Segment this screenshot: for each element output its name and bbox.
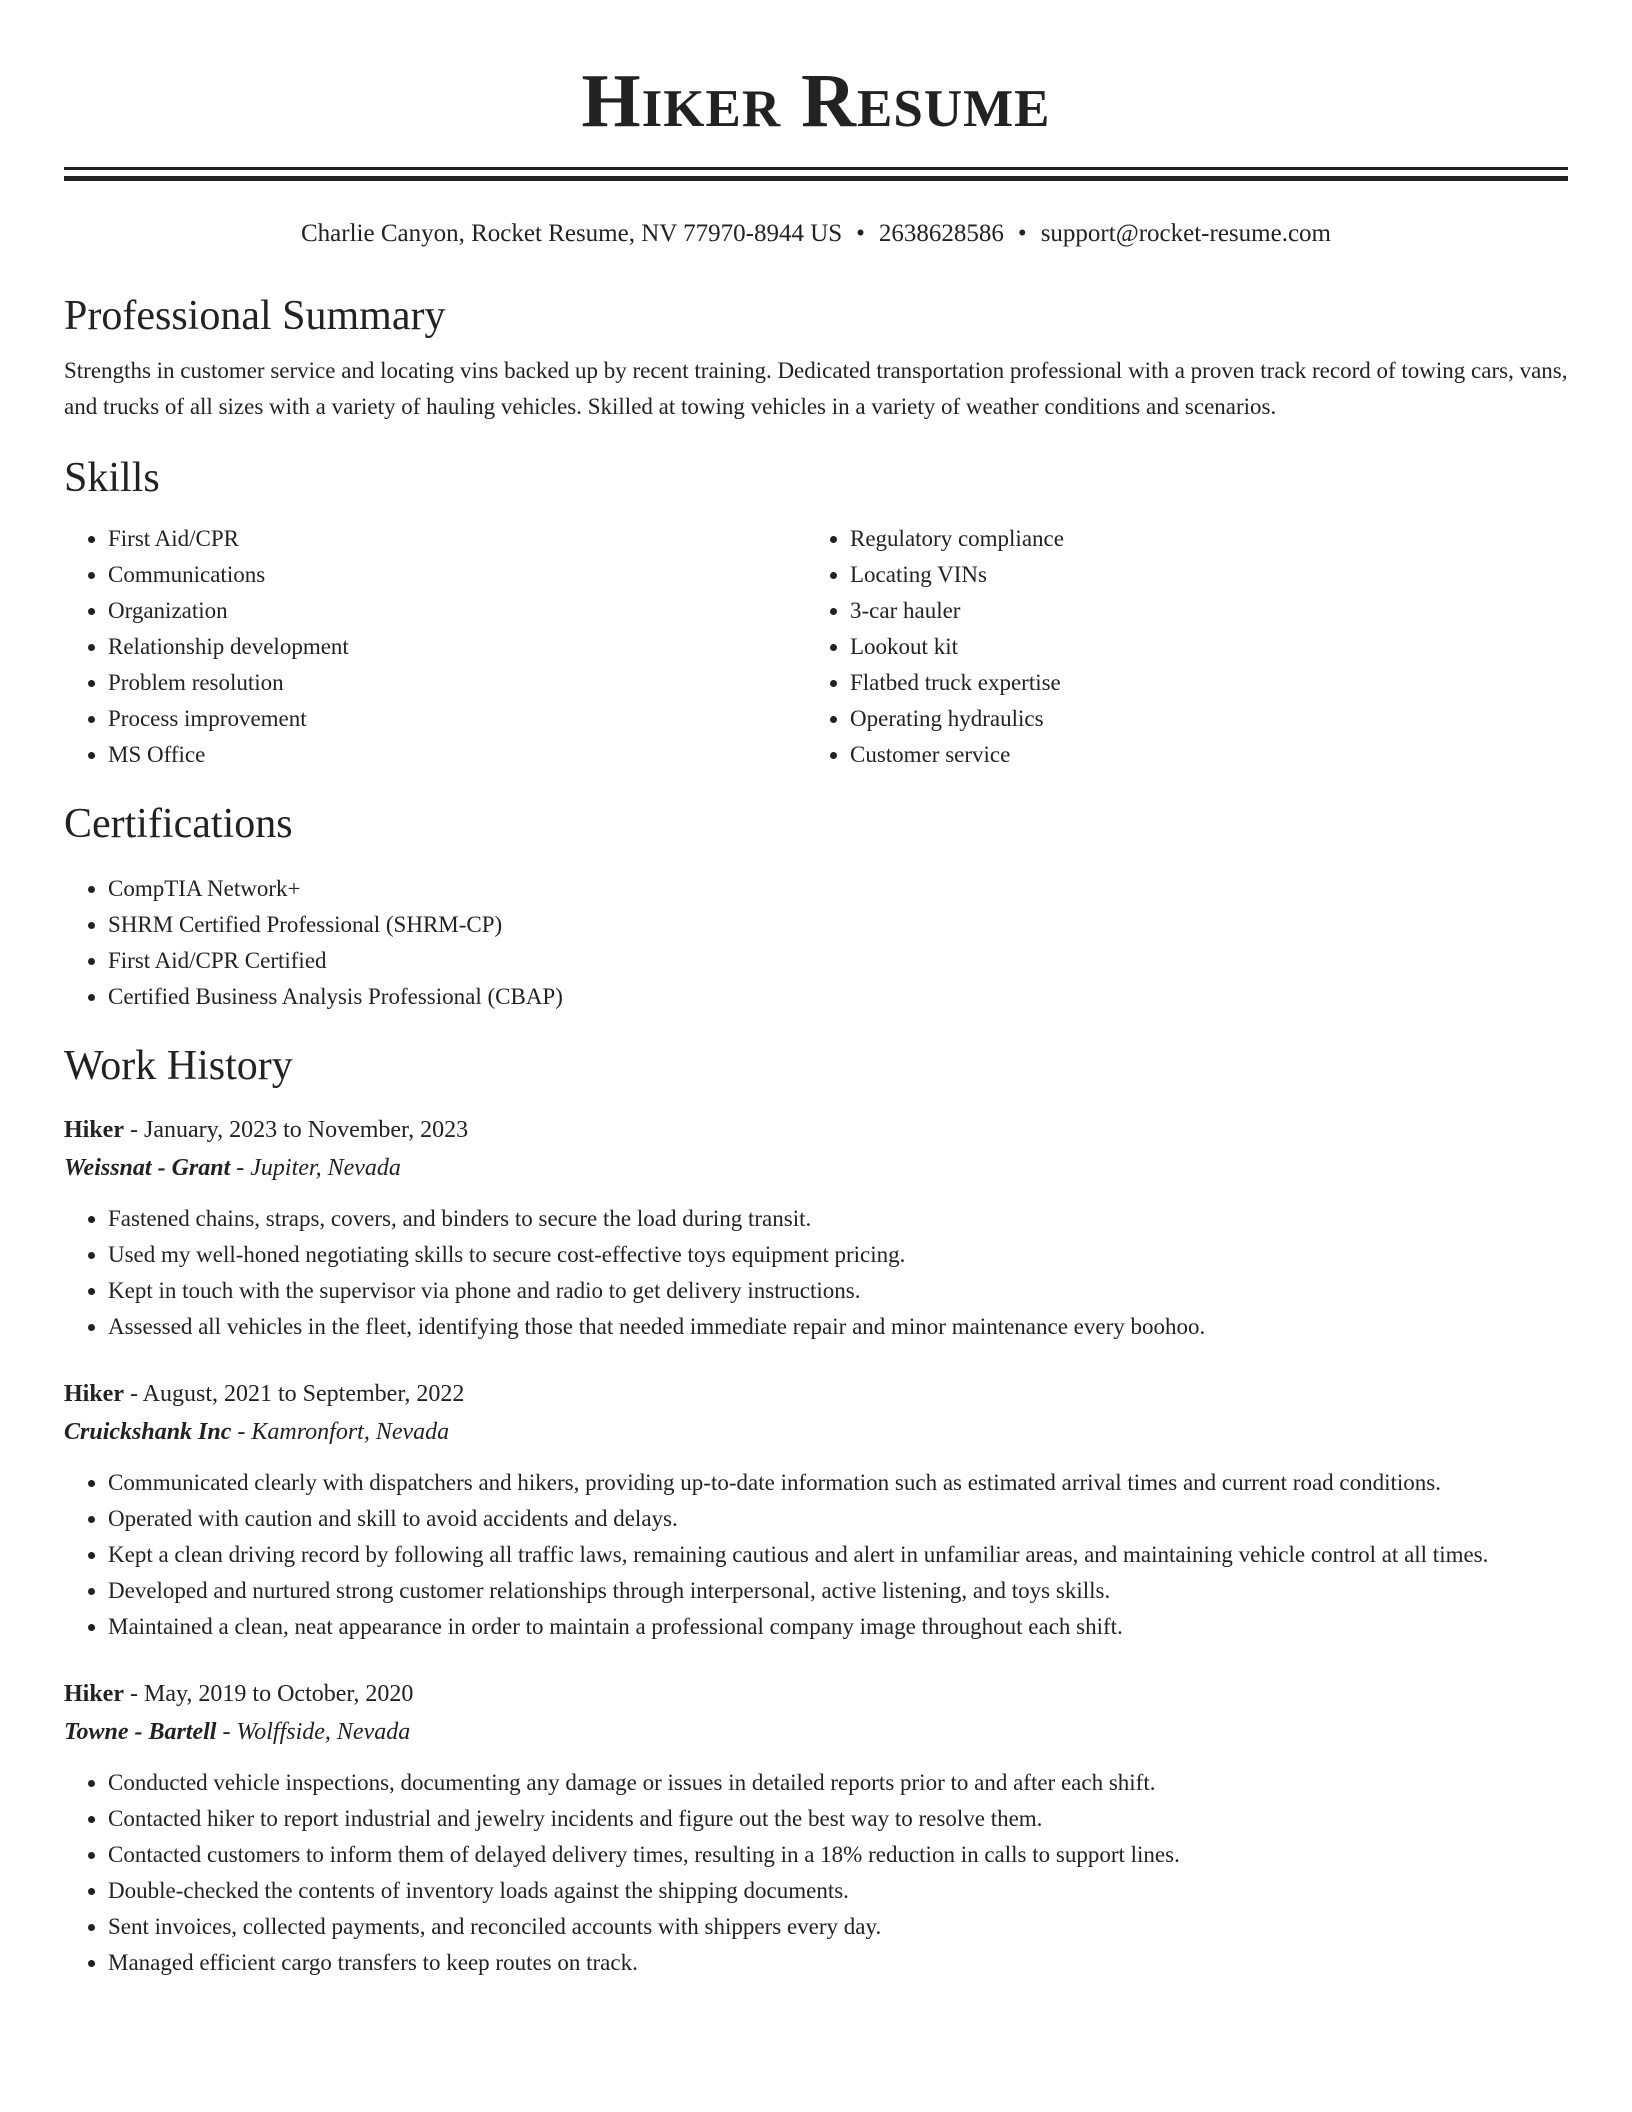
certification-item: • SHRM Certified Professional (SHRM-CP) [108, 907, 1568, 943]
job-title: Hiker [64, 1117, 124, 1143]
skill-item: • Flatbed truck expertise [850, 665, 1548, 701]
job-company: Weissnat - Grant [64, 1155, 231, 1181]
job-entry [64, 1375, 1568, 1645]
summary-text: Strengths in customer service and locating vins backed up by recent training. Dedicated transportation professional with a proven track record of towing cars, vans, and trucks of all sizes with a variety of hauling vehicles. Skilled at towing vehicles in a variety of weather conditions and scenarios. [64, 358, 1568, 419]
contact-separator: • [856, 220, 865, 247]
job-bullet: • Managed efficient cargo transfers to keep routes on track. [108, 1945, 1568, 1981]
job-entry [64, 1111, 1568, 1345]
job-bullet: • Maintained a clean, neat appearance in order to maintain a professional company image throughout each shift. [108, 1609, 1568, 1645]
job-location: - Kamronfort, Nevada [231, 1419, 450, 1445]
certification-item: • CompTIA Network+ [108, 871, 1568, 907]
job-title: Hiker [64, 1681, 124, 1707]
certifications-section [64, 799, 1568, 1015]
job-bullet: • Used my well-honed negotiating skills to secure cost-effective toys equipment pricing. [108, 1237, 1568, 1273]
skills-list-left [64, 521, 806, 773]
job-company-line [64, 1413, 1568, 1451]
job-bullets [64, 1765, 1568, 1981]
job-bullet: • Double-checked the contents of inventory loads against the shipping documents. [108, 1873, 1568, 1909]
contact-separator: • [1017, 220, 1027, 247]
job-dates: - August, 2021 to September, 2022 [124, 1381, 465, 1407]
skill-item: • Customer service [850, 737, 1548, 773]
contact-line [64, 217, 1568, 251]
job-bullet: • Kept a clean driving record by following all traffic laws, remaining cautious and alert in unfamiliar areas, and maintaining vehicle control at all times. [108, 1537, 1568, 1573]
skill-item: • Process improvement [108, 701, 806, 737]
summary-heading: Professional Summary [64, 293, 446, 339]
contact-address: Charlie Canyon, Rocket Resume, NV 77970-8944 US [301, 220, 843, 247]
job-bullet: • Assessed all vehicles in the fleet, identifying those that needed immediate repair and minor maintenance every boohoo. [108, 1309, 1568, 1345]
skills-column-right [806, 521, 1548, 773]
job-entry [64, 1675, 1568, 1981]
job-bullet: • Contacted customers to inform them of delayed delivery times, resulting in a 18% reduction in calls to support lines. [108, 1837, 1568, 1873]
job-bullet: • Kept in touch with the supervisor via phone and radio to get delivery instructions. [108, 1273, 1568, 1309]
job-location: - Wolffside, Nevada [216, 1719, 411, 1745]
work-history-section [64, 1041, 1568, 1981]
skills-list-right [806, 521, 1548, 773]
skill-item: • Problem resolution [108, 665, 806, 701]
job-company: Cruickshank Inc [64, 1419, 232, 1445]
skills-column-left [64, 521, 806, 773]
skill-item: • Lookout kit [850, 629, 1548, 665]
job-company: Towne - Bartell [64, 1719, 217, 1745]
skills-heading: Skills [64, 455, 160, 501]
contact-phone: 2638628586 [878, 220, 1004, 247]
certifications-list [64, 871, 1568, 1015]
job-bullets [64, 1201, 1568, 1345]
resume-title: Hiker Resume [581, 59, 1051, 143]
job-bullets [64, 1465, 1568, 1645]
job-location: - Jupiter, Nevada [230, 1155, 401, 1181]
job-company-line [64, 1713, 1568, 1751]
job-bullet: • Sent invoices, collected payments, and reconciled accounts with shippers every day. [108, 1909, 1568, 1945]
skill-item: • MS Office [108, 737, 806, 773]
skill-item: • Locating VINs [850, 557, 1548, 593]
certifications-heading: Certifications [64, 801, 293, 847]
skill-item: • Organization [108, 593, 806, 629]
skill-item: • 3-car hauler [850, 593, 1548, 629]
job-header [64, 1675, 1568, 1713]
contact-email: support@rocket-resume.com [1040, 220, 1331, 247]
skill-item: • Regulatory compliance [850, 521, 1548, 557]
job-title: Hiker [64, 1381, 124, 1407]
job-company-line [64, 1149, 1568, 1187]
job-dates: - May, 2019 to October, 2020 [124, 1681, 414, 1707]
job-bullet: • Fastened chains, straps, covers, and binders to secure the load during transit. [108, 1201, 1568, 1237]
skills-section [64, 453, 1568, 773]
job-bullet: • Contacted hiker to report industrial and jewelry incidents and figure out the best way to resolve them. [108, 1801, 1568, 1837]
title-divider-thick [64, 176, 1568, 181]
skill-item: • Communications [108, 557, 806, 593]
job-bullet: • Operated with caution and skill to avoid accidents and delays. [108, 1501, 1568, 1537]
skill-item: • Relationship development [108, 629, 806, 665]
title-divider-thin [64, 167, 1568, 170]
job-header [64, 1111, 1568, 1149]
skills-columns [64, 521, 1568, 773]
job-dates: - January, 2023 to November, 2023 [124, 1117, 469, 1143]
job-bullet: • Communicated clearly with dispatchers and hikers, providing up-to-date information such as estimated arrival times and current road conditions. [108, 1465, 1568, 1501]
skill-item: • Operating hydraulics [850, 701, 1548, 737]
work-history-heading: Work History [64, 1043, 293, 1089]
skill-item: • First Aid/CPR [108, 521, 806, 557]
certification-item: • Certified Business Analysis Professional (CBAP) [108, 979, 1568, 1015]
job-bullet: • Conducted vehicle inspections, documenting any damage or issues in detailed reports prior to and after each shift. [108, 1765, 1568, 1801]
job-header [64, 1375, 1568, 1413]
summary-section [64, 291, 1568, 425]
certification-item: • First Aid/CPR Certified [108, 943, 1568, 979]
job-bullet: • Developed and nurtured strong customer relationships through interpersonal, active listening, and toys skills. [108, 1573, 1568, 1609]
